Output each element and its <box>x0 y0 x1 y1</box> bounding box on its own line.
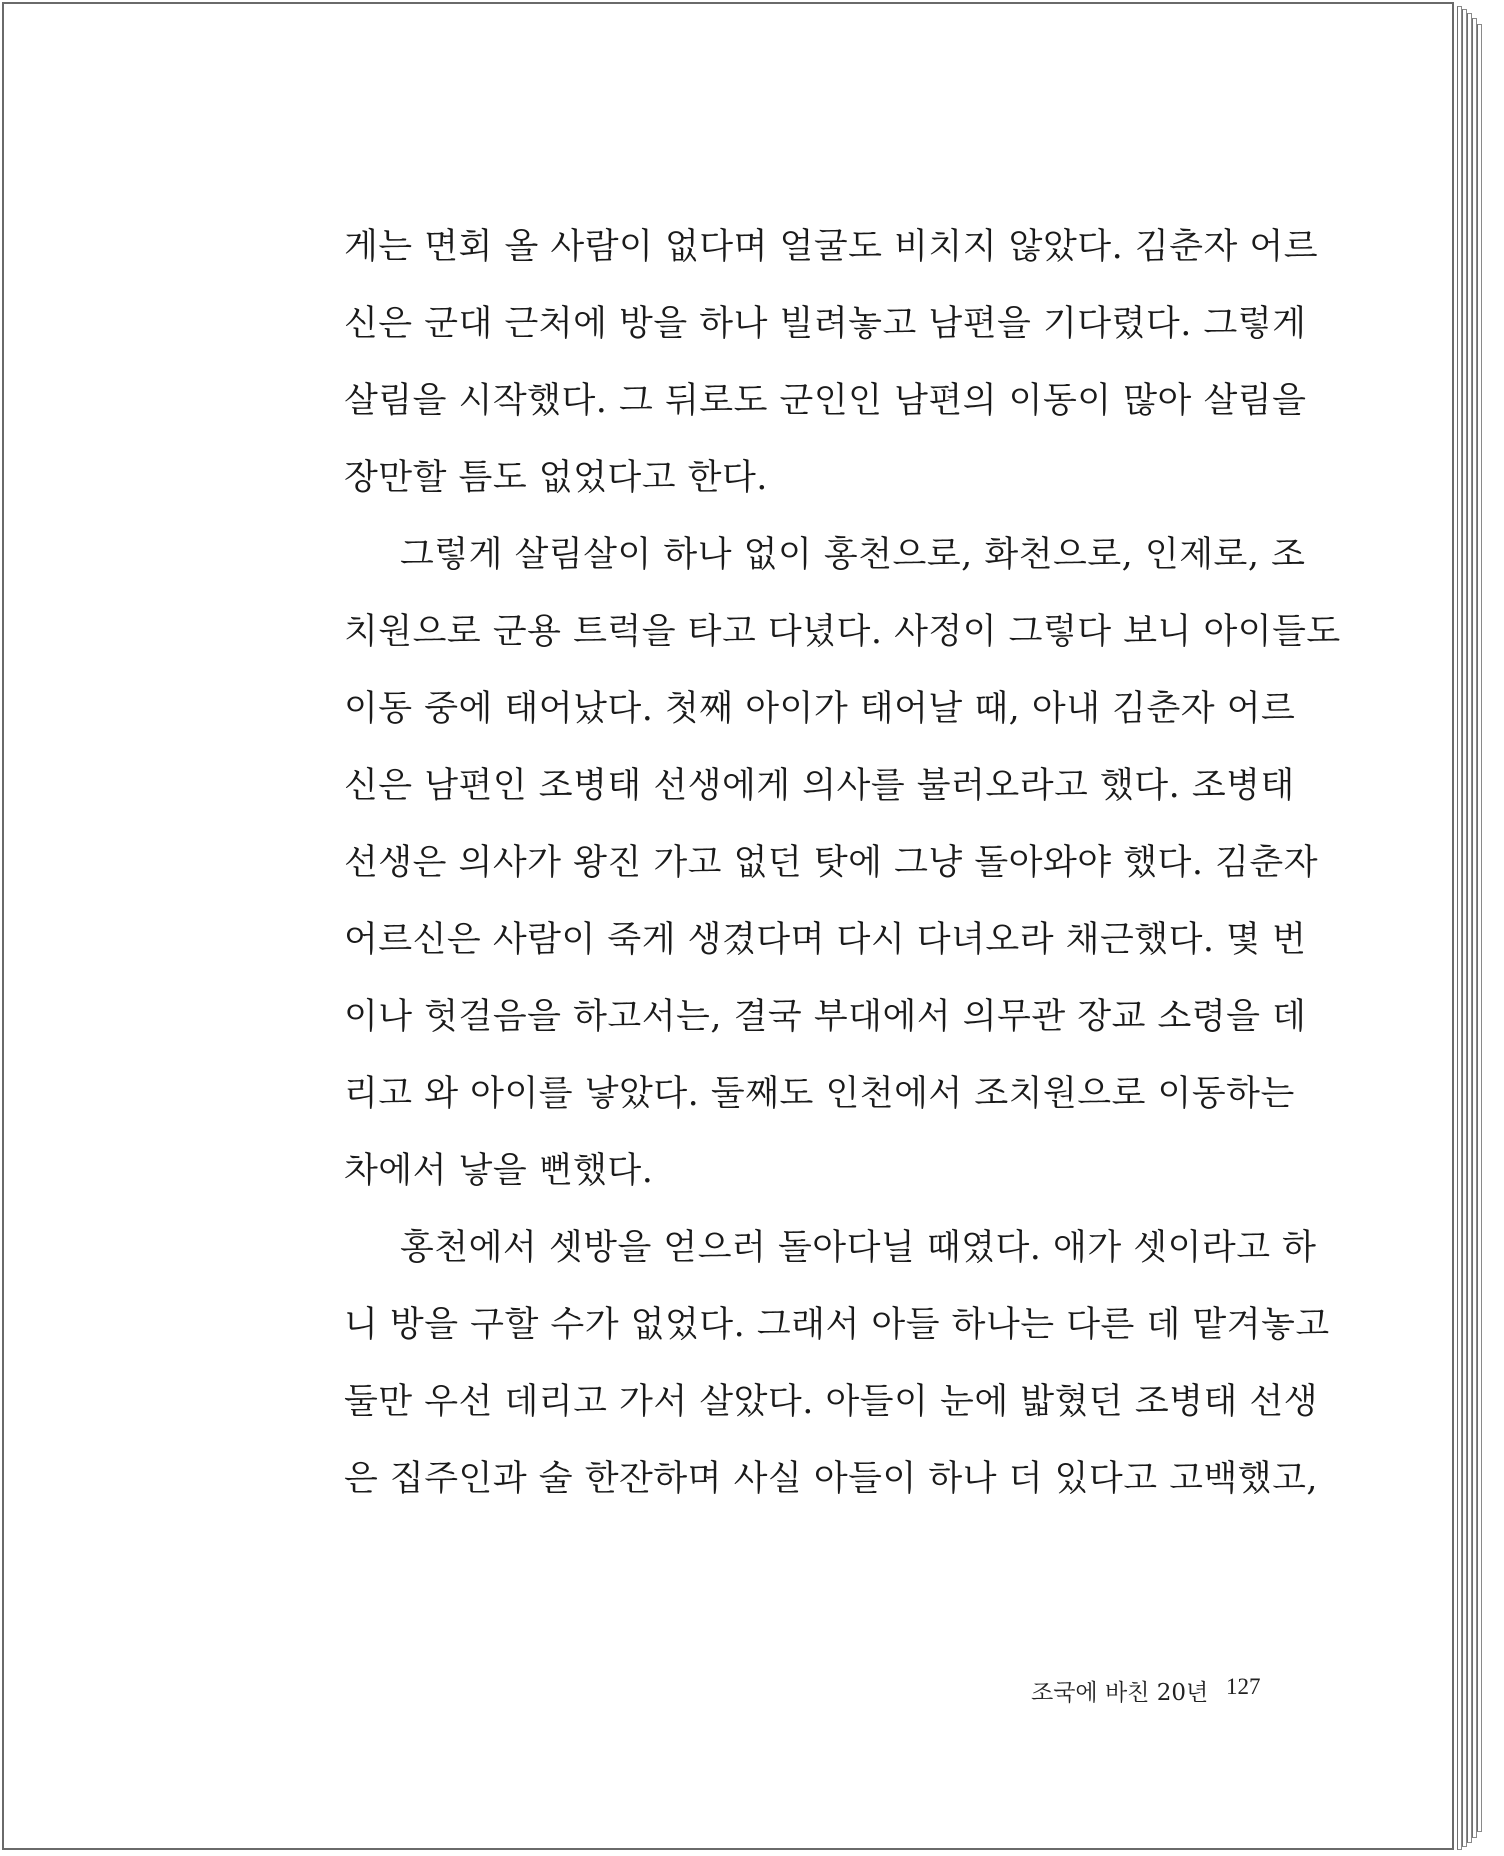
text-line: 둘만 우선 데리고 가서 살았다. 아들이 눈에 밟혔던 조병태 선생 <box>344 1382 1319 1422</box>
text-line: 리고 와 아이를 낳았다. 둘째도 인천에서 조치원으로 이동하는 <box>344 1074 1295 1114</box>
paragraph-first-line: 그렇게 살림살이 하나 없이 홍천으로, 화천으로, 인제로, 조 <box>400 535 1306 575</box>
paragraph-first-line: 홍천에서 셋방을 얻으러 돌아다닐 때였다. 애가 셋이라고 하 <box>400 1228 1317 1268</box>
text-line: 치원으로 군용 트럭을 타고 다녔다. 사정이 그렇다 보니 아이들도 <box>344 612 1341 652</box>
text-line: 니 방을 구할 수가 없었다. 그래서 아들 하나는 다른 데 맡겨놓고 <box>344 1305 1330 1345</box>
text-line: 신은 남편인 조병태 선생에게 의사를 불러오라고 했다. 조병태 <box>344 766 1295 806</box>
text-line: 차에서 낳을 뻔했다. <box>344 1151 654 1191</box>
book-page <box>2 2 1454 1850</box>
page-number: 127 <box>1226 1674 1261 1699</box>
text-line: 어르신은 사람이 죽게 생겼다며 다시 다녀오라 채근했다. 몇 번 <box>344 920 1307 960</box>
text-line: 게는 면회 올 사람이 없다며 얼굴도 비치지 않았다. 김춘자 어르 <box>344 227 1319 267</box>
text-line: 장만할 틈도 없었다고 한다. <box>344 458 768 498</box>
text-line: 살림을 시작했다. 그 뒤로도 군인인 남편의 이동이 많아 살림을 <box>344 381 1307 421</box>
text-line: 은 집주인과 술 한잔하며 사실 아들이 하나 더 있다고 고백했고, <box>344 1459 1319 1499</box>
text-line: 신은 군대 근처에 방을 하나 빌려놓고 남편을 기다렸다. 그렇게 <box>344 304 1307 344</box>
text-line: 선생은 의사가 왕진 가고 없던 탓에 그냥 돌아와야 했다. 김춘자 <box>344 843 1319 883</box>
text-line: 이동 중에 태어났다. 첫째 아이가 태어날 때, 아내 김춘자 어르 <box>344 689 1296 729</box>
running-footer-title: 조국에 바친 20년 <box>1031 1680 1209 1706</box>
page-edge <box>1477 24 1482 1832</box>
text-line: 이나 헛걸음을 하고서는, 결국 부대에서 의무관 장교 소령을 데 <box>344 997 1307 1037</box>
